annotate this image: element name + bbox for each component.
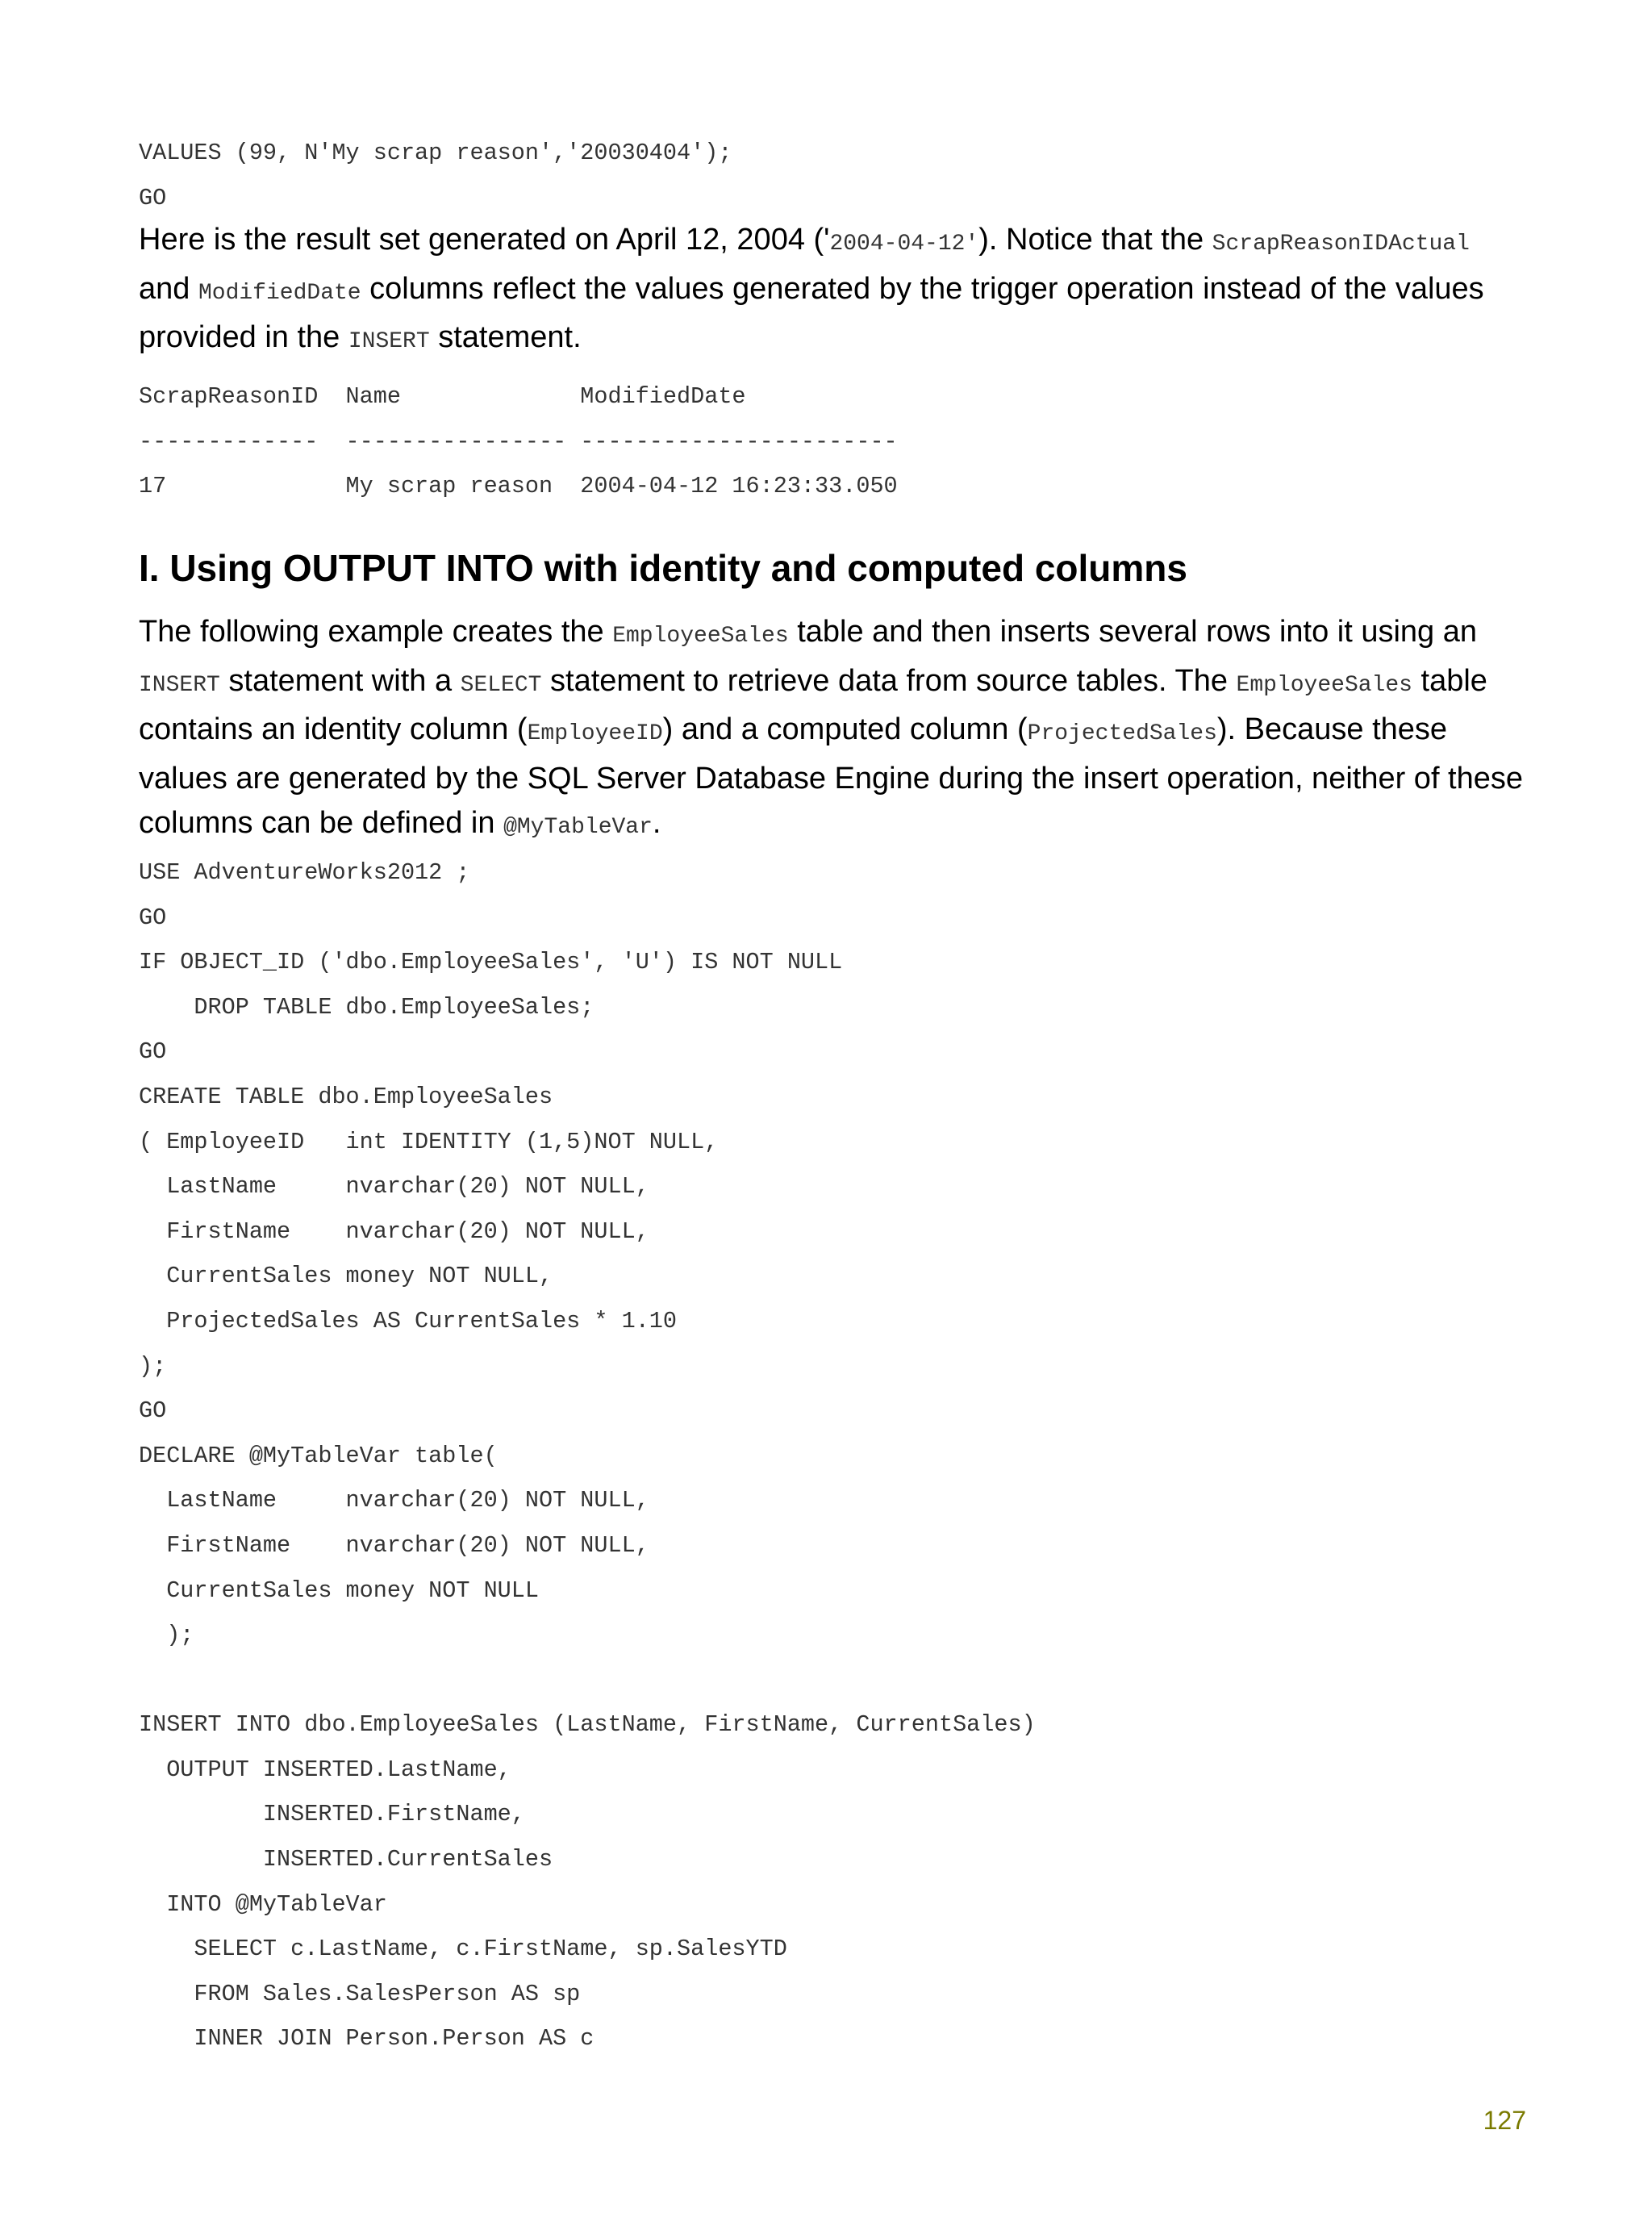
code-line: ); (139, 1352, 167, 1380)
code-line: LastName nvarchar(20) NOT NULL, (139, 1173, 649, 1201)
section-heading: I. Using OUTPUT INTO with identity and computed columns (139, 547, 1187, 589)
paragraph-text: ). Because these values are generated by the SQL Server Database Engine during the insert operation, neither of these columns can be defined in (139, 712, 1524, 840)
code-line: VALUES (99, N'My scrap reason','20030404'); (139, 140, 732, 166)
code-line: USE AdventureWorks2012 ; (139, 859, 470, 886)
code-line (139, 1658, 1591, 1703)
paragraph-output-into (139, 610, 1526, 850)
code-line: FROM Sales.SalesPerson AS sp (139, 1980, 581, 2007)
inline-code: ModifiedDate (198, 280, 361, 306)
result-set (139, 374, 1591, 509)
paragraph-text: Here is the result set generated on April 12, 2004 (' (139, 223, 830, 257)
code-line: DROP TABLE dbo.EmployeeSales; (139, 993, 594, 1021)
code-line: GO (139, 184, 167, 211)
code-line: FirstName nvarchar(20) NOT NULL, (139, 1531, 649, 1559)
code-line: ( EmployeeID int IDENTITY (1,5)NOT NULL, (139, 1128, 719, 1155)
inline-code: @MyTableVar (503, 815, 653, 840)
code-line: FirstName nvarchar(20) NOT NULL, (139, 1217, 649, 1245)
code-line: OUTPUT INSERTED.LastName, (139, 1756, 511, 1783)
paragraph-text: ) and a computed column ( (662, 712, 1028, 746)
code-line: SELECT c.LastName, c.FirstName, sp.SalesYTD (139, 1936, 787, 1963)
result-row: 17 My scrap reason 2004-04-12 16:23:33.050 (139, 473, 898, 499)
paragraph-text: statement. (429, 320, 582, 354)
code-line: CurrentSales money NOT NULL, (139, 1263, 553, 1290)
page-number: 127 (1483, 2106, 1526, 2135)
paragraph-text: table contains an identity column ( (139, 663, 1487, 746)
code-line: INTO @MyTableVar (139, 1890, 387, 1918)
code-line: CREATE TABLE dbo.EmployeeSales (139, 1083, 553, 1110)
inline-code: EmployeeSales (1236, 672, 1412, 698)
code-line: GO (139, 904, 167, 931)
inline-code: EmployeeID (527, 721, 663, 746)
code-block-employee-sales (139, 850, 1591, 2061)
paragraph-text: statement to retrieve data from source tables. The (541, 663, 1237, 698)
paragraph-result-set-intro (139, 218, 1526, 365)
inline-code: ProjectedSales (1027, 721, 1217, 746)
code-line: INSERTED.CurrentSales (139, 1846, 553, 1873)
code-line: DECLARE @MyTableVar table( (139, 1442, 498, 1469)
code-line: INNER JOIN Person.Person AS c (139, 2025, 594, 2053)
inline-code: SELECT (460, 672, 542, 698)
code-line: ); (139, 1622, 194, 1649)
paragraph-text: columns reflect the values generated by the trigger operation instead of the values provided in the (139, 271, 1484, 354)
code-line: CurrentSales money NOT NULL (139, 1577, 539, 1604)
paragraph-text: table and then inserts several rows into it using an (788, 615, 1478, 649)
result-header: ScrapReasonID Name ModifiedDate (139, 383, 746, 410)
code-line: INSERTED.FirstName, (139, 1801, 525, 1828)
inline-code: INSERT (139, 672, 220, 698)
inline-code: INSERT (348, 329, 430, 354)
paragraph-text: and (139, 271, 198, 306)
code-block-values (139, 131, 1591, 220)
paragraph-text: ). Notice that the (978, 223, 1212, 257)
code-line: INSERT INTO dbo.EmployeeSales (LastName, FirstName, CurrentSales) (139, 1711, 1036, 1739)
code-line: IF OBJECT_ID ('dbo.EmployeeSales', 'U') IS NOT NULL (139, 949, 843, 976)
paragraph-text: statement with a (219, 663, 461, 698)
inline-code: EmployeeSales (612, 624, 789, 649)
paragraph-text: . (652, 806, 661, 840)
result-separator: ------------- ---------------- ----------------------- (139, 428, 898, 455)
code-line: GO (139, 1038, 167, 1066)
paragraph-text: The following example creates the (139, 615, 613, 649)
inline-code: 2004-04-12' (829, 232, 979, 257)
code-line: LastName nvarchar(20) NOT NULL, (139, 1487, 649, 1514)
inline-code: ScrapReasonIDActual (1212, 232, 1470, 257)
code-line: ProjectedSales AS CurrentSales * 1.10 (139, 1307, 678, 1334)
code-line: GO (139, 1397, 167, 1425)
